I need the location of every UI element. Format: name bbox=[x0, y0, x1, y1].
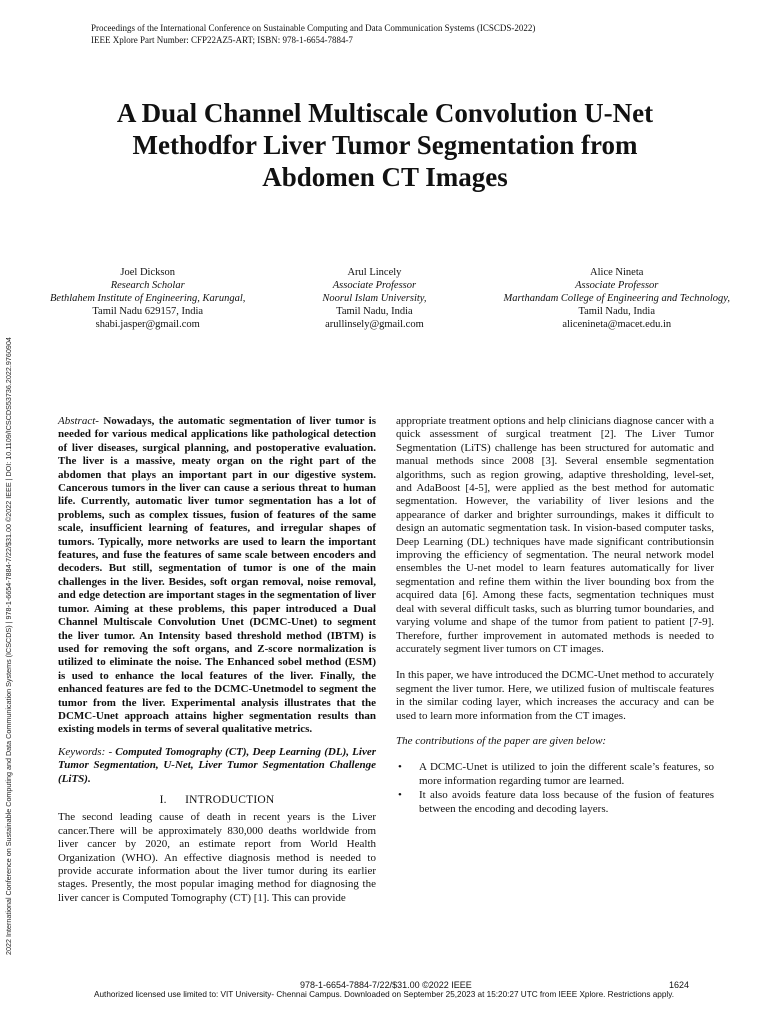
abstract-lead: Abstract- bbox=[58, 415, 99, 427]
left-column bbox=[58, 415, 376, 905]
conference-name: Proceedings of the International Conference on Sustainable Computing and Data Communication Systems (ICSCDS-2022) bbox=[91, 23, 536, 33]
abstract-text: Nowadays, the automatic segmentation of liver tumor is needed for various medical applications like pathological detection of liver diseases, surgical planning, and postoperative evaluation. The liver is a massive, meaty organ on the right part of the abdomen that plays an important part in our digestive system. Cancerous tumors in the liver can cause a serious threat to human life. Currently, automatic liver tumor segmentation has a lot of problems, such as complex tissues, fusion of features of the same scale, insufficient learning of features, and irregular shapes of tumors. Typically, more networks are used to learn the important features, and fuse the features of same scale between encoders and decoders. But still, segmentation of tumor is one of the main challenges in the liver. Besides, soft organ removal, noise removal, and edge detection are important stages in the segmentation of liver tumor. Aiming at these problems, this paper introduced a Dual Channel Multiscale Convolution Unet (DCMC-Unet) to segment the liver tumor. An Intensity based threshold method (IBTM) is used for removing the soft organs, and Z-score normalization is utilized to eliminate the noise. The Enhanced sobel method (ESM) is used to enhance the local features of the liver. Finally, the enhanced features are fed to the DCMC-Unetmodel to segment the tumor from the liver. Experimental analysis illustrates that the DCMC-Unet approach attains higher segmentation results than existing models in terms of several qualitative metrics. bbox=[58, 415, 376, 736]
author-email: shabi.jasper@gmail.com bbox=[95, 319, 200, 330]
contributions-list bbox=[396, 761, 714, 816]
author-location: Tamil Nadu, India bbox=[578, 306, 655, 317]
list-item-text: A DCMC-Unet is utilized to join the different scale’s features, so more information regarding tumor are learned. bbox=[419, 761, 714, 787]
author-card bbox=[322, 266, 426, 331]
title-line-2: Methodfor Liver Tumor Segmentation from bbox=[132, 130, 638, 160]
author-email: alicenineta@macet.edu.in bbox=[562, 319, 672, 330]
abstract bbox=[58, 415, 376, 737]
author-role: Research Scholar bbox=[110, 280, 185, 291]
side-doi-note: 2022 International Conference on Sustainable Computing and Data Communication Systems (ICSCDS) | 978-1-6654-7884-7/22/$31.00 ©2022 IEEE | DOI: 10.1109/ICSCDS53736.2022.9760904 bbox=[4, 337, 13, 955]
list-item bbox=[396, 789, 714, 816]
author-block bbox=[50, 266, 730, 331]
section-heading-introduction: I. INTRODUCTION bbox=[159, 793, 275, 806]
author-location: Tamil Nadu 629157, India bbox=[92, 306, 204, 317]
author-role: Associate Professor bbox=[332, 280, 417, 291]
xplore-part-number: IEEE Xplore Part Number: CFP22AZ5-ART; ISBN: 978-1-6654-7884-7 bbox=[91, 35, 353, 45]
keywords-lead: Keywords: - bbox=[58, 745, 113, 758]
author-institution: Noorul Islam University, bbox=[322, 293, 427, 304]
contributions-lead: The contributions of the paper are given below: bbox=[396, 734, 607, 747]
title-line-3: Abdomen CT Images bbox=[262, 162, 508, 192]
license-notice: Authorized licensed use limited to: VIT University- Chennai Campus. Downloaded on September 25,2023 at 15:20:27 UTC from IEEE Xplore. Restrictions apply. bbox=[94, 990, 674, 999]
author-card bbox=[50, 266, 245, 331]
right-column bbox=[396, 415, 714, 817]
keywords bbox=[58, 746, 376, 786]
title-line-1: A Dual Channel Multiscale Convolution U-Net bbox=[116, 98, 654, 128]
author-card bbox=[503, 266, 730, 331]
intro-paragraph-2: In this paper, we have introduced the DCMC-Unet method to accurately segment the liver tumor. Here, we utilized fusion of multiscale features in the similar coding layer, which increases the accuracy and can be used to learn more information from the CT images. bbox=[396, 669, 714, 722]
author-name: Joel Dickson bbox=[120, 267, 175, 278]
conference-header bbox=[91, 22, 691, 46]
intro-paragraph-1: The second leading cause of death in recent years is the Liver cancer.There will be approximately 830,000 deaths worldwide from liver cancer by 2020, an estimate report from World Health Organization (WHO). An effective diagnosis method is needed to provide accurate information about the liver tumor during its earlier stages. Presently, the most popular imaging method for diagnosing the liver cancer is Computed Tomography (CT) [1]. This can provide bbox=[58, 811, 376, 904]
author-name: Alice Nineta bbox=[590, 267, 644, 278]
author-name: Arul Lincely bbox=[347, 267, 402, 278]
page-number: 1624 bbox=[669, 980, 690, 990]
author-email: arullinsely@gmail.com bbox=[325, 319, 424, 330]
author-role: Associate Professor bbox=[575, 280, 659, 291]
author-location: Tamil Nadu, India bbox=[336, 306, 413, 317]
bullet-icon: • bbox=[398, 761, 402, 774]
paper-title bbox=[40, 97, 730, 193]
footer-isbn: 978-1-6654-7884-7/22/$31.00 ©2022 IEEE bbox=[300, 980, 472, 990]
list-item-text: It also avoids feature data loss because of the fusion of features between the encoding and decoding layers. bbox=[419, 789, 714, 815]
author-institution: Bethlahem Institute of Engineering, Karungal, bbox=[50, 293, 246, 304]
keywords-text: Computed Tomography (CT), Deep Learning (DL), Liver Tumor Segmentation, U-Net, Liver Tumor Segmentation Challenge (LiTS). bbox=[58, 745, 376, 785]
author-institution: Marthandam College of Engineering and Technology, bbox=[503, 293, 730, 304]
intro-paragraph-1-continued: appropriate treatment options and help clinicians diagnose cancer with a quick assessment of surgical treatment [2]. The Liver Tumor Segmentation (LiTS) challenge has been structured for automatic and manual methods since 2008 [3]. Several ensemble segmentation algorithms, such as region growing, adaptive thresholding, level-set, and AdaBoost [4-5], were applied as the best method for automatic segmentation. However, the variability of liver lesions and the appearance of darker and brighter surroundings, makes it difficult to design an automatic segmentation task. In vision-based computer tasks, Deep Learning (DL) techniques have made significant contributionsin improving the efficiency of segmentation. The neural network model ensembles the U-net model to learn features automatically for liver segmentation and refine them within the liver bounding box from the acquired data [6]. Among these facts, segmentation techniques must deal with several difficult tasks, such as blurring tumor boundaries, and varying volume and shape of the tumor from patient to patient [7-9]. Therefore, further improvement in automated methods is needed to accurately segment liver tumors on CT images. bbox=[396, 415, 714, 655]
list-item bbox=[396, 761, 714, 788]
bullet-icon: • bbox=[398, 789, 402, 802]
